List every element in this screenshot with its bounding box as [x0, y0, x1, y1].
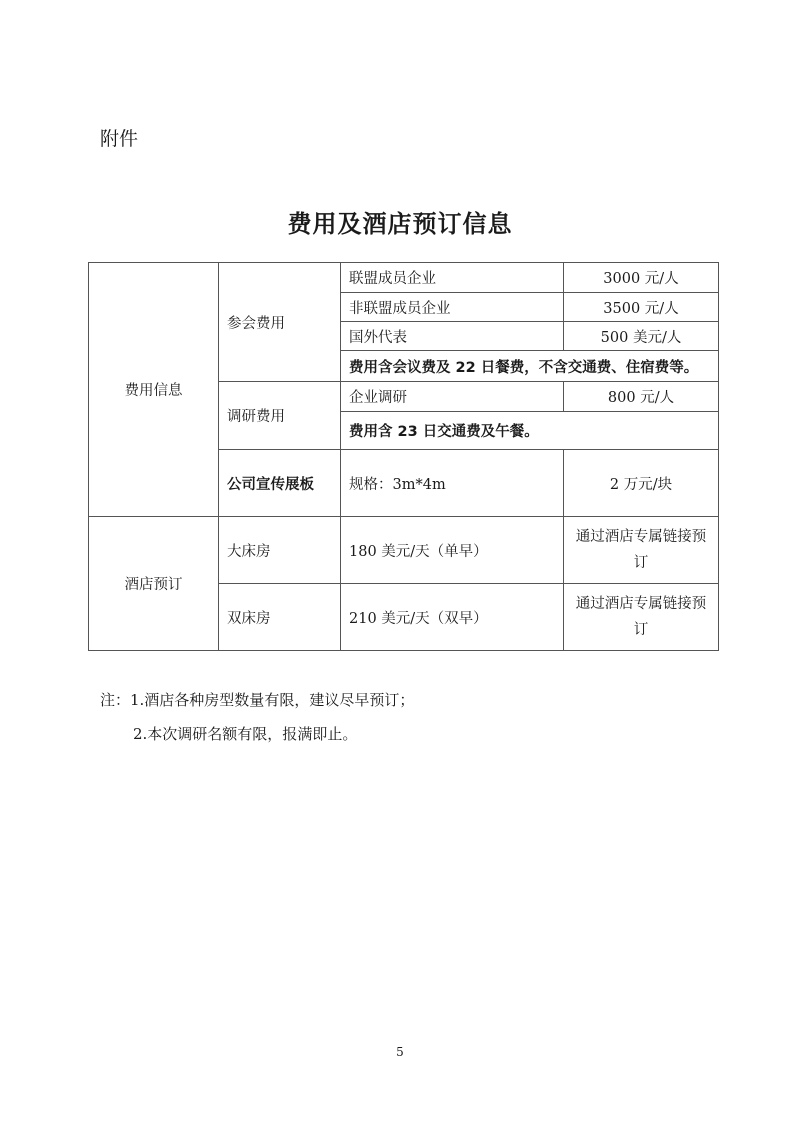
attachment-label: 附件: [100, 128, 139, 150]
conference-price: 3000 元/人: [564, 263, 719, 293]
fee-hotel-table: [88, 262, 719, 651]
note-line-1: 注：1.酒店各种房型数量有限，建议尽早预订；: [100, 691, 415, 709]
board-price: 2 万元/块: [564, 450, 719, 517]
section-fee-info: 费用信息: [89, 263, 219, 517]
note-line-2: 2.本次调研名额有限，报满即止。: [133, 725, 358, 743]
board-spec: 规格：3m*4m: [341, 450, 564, 517]
room-booking-method: 通过酒店专属链接预订: [564, 517, 719, 584]
research-price: 800 元/人: [564, 382, 719, 412]
room-type: 双床房: [219, 584, 341, 651]
research-item: 企业调研: [341, 382, 564, 412]
room-price: 210 美元/天（双早）: [341, 584, 564, 651]
conference-item: 非联盟成员企业: [341, 293, 564, 322]
room-type: 大床房: [219, 517, 341, 584]
research-fee-note: 费用含 23 日交通费及午餐。: [341, 412, 719, 450]
conference-item: 联盟成员企业: [341, 263, 564, 293]
conference-price: 3500 元/人: [564, 293, 719, 322]
group-conference-fee: 参会费用: [219, 263, 341, 382]
conference-price: 500 美元/人: [564, 322, 719, 351]
conference-fee-note: 费用含会议费及 22 日餐费，不含交通费、住宿费等。: [341, 351, 719, 382]
conference-item: 国外代表: [341, 322, 564, 351]
group-research-fee: 调研费用: [219, 382, 341, 450]
group-display-board: 公司宣传展板: [219, 450, 341, 517]
section-hotel-booking: 酒店预订: [89, 517, 219, 651]
page-number: 5: [396, 1045, 404, 1059]
document-title: 费用及酒店预订信息: [287, 210, 513, 238]
room-price: 180 美元/天（单早）: [341, 517, 564, 584]
room-booking-method: 通过酒店专属链接预订: [564, 584, 719, 651]
